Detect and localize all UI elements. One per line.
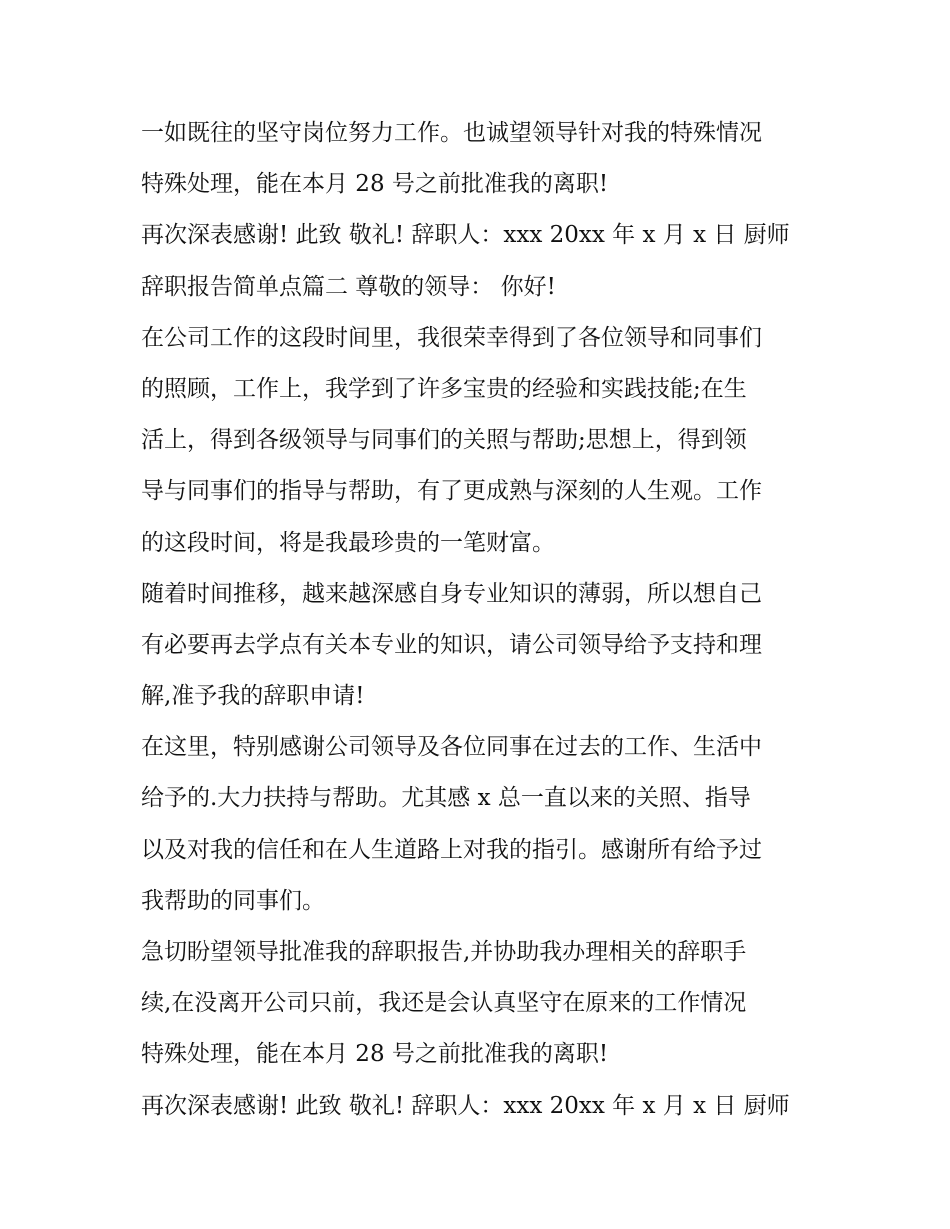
- text-line: 辞职报告简单点篇二 尊敬的领导： 你好!: [141, 273, 556, 300]
- text-line: 我帮助的同事们。: [141, 887, 325, 914]
- text-line: 的照顾，工作上，我学到了许多宝贵的经验和实践技能;在生: [141, 375, 747, 402]
- text-line: 解,准予我的辞职申请!: [141, 683, 365, 710]
- text-line: 急切盼望领导批准我的辞职报告,并协助我办理相关的辞职手: [141, 939, 747, 965]
- text-line: 一如既往的坚守岗位努力工作。也诚望领导针对我的特殊情况: [141, 120, 762, 146]
- text-line: 续,在没离开公司只前，我还是会认真坚守在原来的工作情况: [141, 990, 747, 1017]
- text-line: 活上，得到各级领导与同事们的关照与帮助;思想上，得到领: [141, 427, 747, 454]
- text-line: 导与同事们的指导与帮助，有了更成熟与深刻的人生观。工作: [141, 478, 762, 505]
- text-line: 特殊处理，能在本月 28 号之前批准我的离职!: [141, 171, 609, 198]
- text-line: 有必要再去学点有关本专业的知识，请公司领导给予支持和理: [141, 631, 762, 658]
- text-line: 随着时间推移，越来越深感自身专业知识的薄弱，所以想自己: [141, 580, 762, 607]
- text-line: 在这里，特别感谢公司领导及各位同事在过去的工作、生活中: [141, 734, 762, 761]
- text-line: 给予的.大力扶持与帮助。尤其感 x 总一直以来的关照、指导: [141, 785, 751, 812]
- document-page: [141, 108, 821, 1132]
- text-line: 再次深表感谢! 此致 敬礼! 辞职人：xxx 20xx 年 x 月 x 日 厨师: [141, 1092, 790, 1119]
- text-line: 在公司工作的这段时间里，我很荣幸得到了各位领导和同事们: [141, 324, 762, 351]
- text-line: 特殊处理，能在本月 28 号之前批准我的离职!: [141, 1041, 609, 1068]
- text-line: 再次深表感谢! 此致 敬礼! 辞职人：xxx 20xx 年 x 月 x 日 厨师: [141, 222, 790, 249]
- text-line: 的这段时间，将是我最珍贵的一笔财富。: [141, 529, 555, 556]
- text-line: 以及对我的信任和在人生道路上对我的指引。感谢所有给予过: [141, 836, 762, 863]
